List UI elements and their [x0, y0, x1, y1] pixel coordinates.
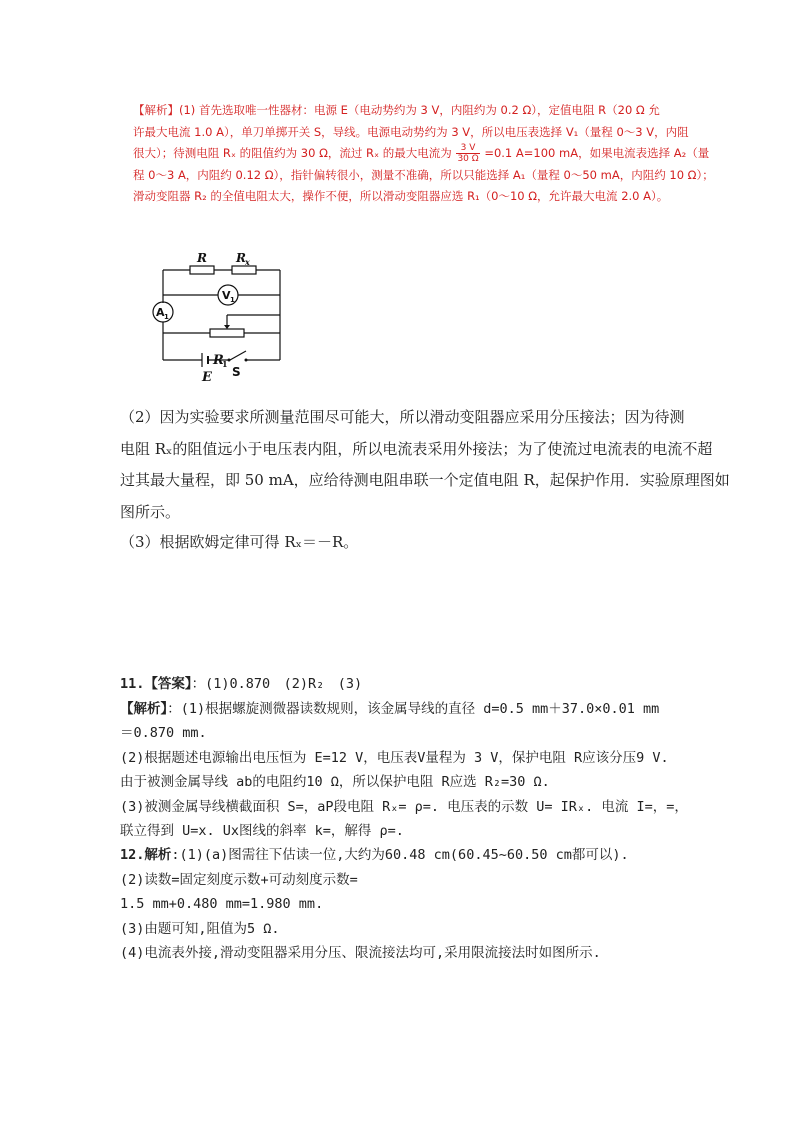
q12-line: (3)由题可知,阻值为5 Ω. — [120, 920, 280, 937]
q11-analysis-label: 【解析】 — [120, 700, 168, 717]
question-12 — [120, 843, 700, 966]
analysis-red-text: ，如果电流表选择 A₂（量 — [578, 146, 710, 160]
q11-number: 11. — [120, 676, 145, 692]
slider-arrowhead — [224, 325, 230, 329]
analysis-red-line: 【解析】(1) 首先选取唯一性器材：电源 E（电动势约为 3 V，内阻约为 0.2 Ω），定值电阻 R（20 Ω 允 — [133, 103, 660, 117]
paragraph-line: （3）根据欧姆定律可得 Rₓ＝－R。 — [120, 533, 359, 551]
label-r1: R — [213, 353, 224, 368]
fraction-denominator: 30 Ω — [457, 154, 479, 164]
q11-analysis-text: ：(1)根据螺旋测微器读数规则，该金属导线的直径 d=0.5 mm＋37.0×0.01 mm — [167, 700, 660, 717]
label-a-sub: 1 — [164, 313, 169, 321]
analysis-red-line: 滑动变阻器 R₂ 的全值电阻太大，操作不便，所以滑动变阻器应选 R₁（0～10 Ω，允许最大电流 2.0 A）。 — [133, 189, 669, 203]
rheostat-r1 — [210, 329, 244, 337]
fraction-result: =0.1 A=100 mA — [484, 146, 579, 160]
analysis-red-line: 许最大电流 1.0 A），单刀单掷开关 S，导线。电源电动势约为 3 V，所以电压表选择 V₁（量程 0～3 V，内阻 — [133, 124, 689, 139]
switch-contact — [228, 359, 231, 362]
q11-answer-text: ：(1)0.870 (2)R₂ (3) — [191, 676, 363, 692]
paragraph-line: 图所示。 — [120, 502, 181, 521]
paragraph-2 — [120, 402, 730, 528]
analysis-red-line: 程 0～3 A，内阻约 0.12 Ω），指针偏转很小，测量不准确，所以只能选择 A₁（量程 0～50 mA，内阻约 10 Ω）； — [133, 167, 714, 182]
q12-label: 解析 — [144, 847, 172, 863]
q12-text: :(1)(a)图需往下估读一位,大约为60.48 cm(60.45~60.50 cm都可以). — [171, 847, 629, 863]
q11-answer-line — [120, 672, 700, 697]
analysis-red-line-with-fraction — [133, 143, 710, 165]
q11-line: (3)被测金属导线横截面积 S=，aP段电阻 Rₓ= ρ=. 电压表的示数 U= IRₓ. 电流 I=，=， — [120, 798, 688, 815]
paragraph-line: 过其最大量程，即 50 mA，应给待测电阻串联一个定值电阻 R，起保护作用．实验原理图如 — [120, 471, 730, 489]
question-11 — [120, 672, 700, 844]
paragraph-line: 电阻 Rₓ的阻值远小于电压表内阻，所以电流表采用外接法；为了使流过电流表的电流不超 — [120, 439, 713, 458]
switch-blade — [230, 351, 246, 360]
circuit-diagram — [150, 245, 290, 385]
q11-line: 联立得到 U=x. Ux图线的斜率 k=，解得 ρ=. — [120, 823, 404, 839]
label-rx: R — [236, 251, 246, 265]
resistor-r — [190, 266, 214, 274]
analysis-red-text: 很大）；待测电阻 Rₓ 的阻值约为 30 Ω，流过 Rₓ 的最大电流为 — [133, 146, 452, 160]
q12-first-line — [120, 843, 700, 868]
label-e: E — [202, 370, 212, 385]
resistor-rx — [232, 266, 256, 274]
q12-line: 1.5 mm+0.480 mm=1.980 mm. — [120, 896, 324, 912]
q11-analysis-line — [120, 697, 700, 722]
label-v: V — [222, 289, 231, 302]
q11-line: (2)根据题述电源输出电压恒为 E=12 V，电压表V量程为 3 V，保护电阻 R应该分压9 V. — [120, 749, 669, 766]
fraction-numerator: 3 V — [456, 143, 479, 154]
paragraph-line: （2）因为实验要求所测量范围尽可能大，所以滑动变阻器应采用分压接法；因为待测 — [120, 408, 685, 426]
q11-line: ＝0.870 mm. — [120, 725, 207, 741]
q11-answer-label: 【答案】 — [144, 676, 192, 692]
label-a: A — [156, 306, 165, 319]
label-s: S — [232, 365, 241, 379]
switch-contact — [245, 359, 248, 362]
label-r: R — [197, 251, 207, 265]
q12-number: 12. — [120, 847, 145, 863]
q11-line: 由于被测金属导线 ab的电阻约10 Ω，所以保护电阻 R应选 R₂=30 Ω. — [120, 774, 550, 790]
q12-line: (4)电流表外接,滑动变阻器采用分压、限流接法均可,采用限流接法时如图所示. — [120, 945, 601, 961]
fraction — [456, 143, 479, 164]
label-v-sub: 1 — [230, 296, 235, 304]
paragraph-3 — [120, 527, 680, 559]
label-r1-sub: 1 — [222, 359, 228, 369]
label-rx-sub: x — [245, 257, 250, 267]
q12-line: (2)读数=固定刻度示数+可动刻度示数= — [120, 871, 358, 888]
analysis-red-block — [133, 100, 714, 208]
